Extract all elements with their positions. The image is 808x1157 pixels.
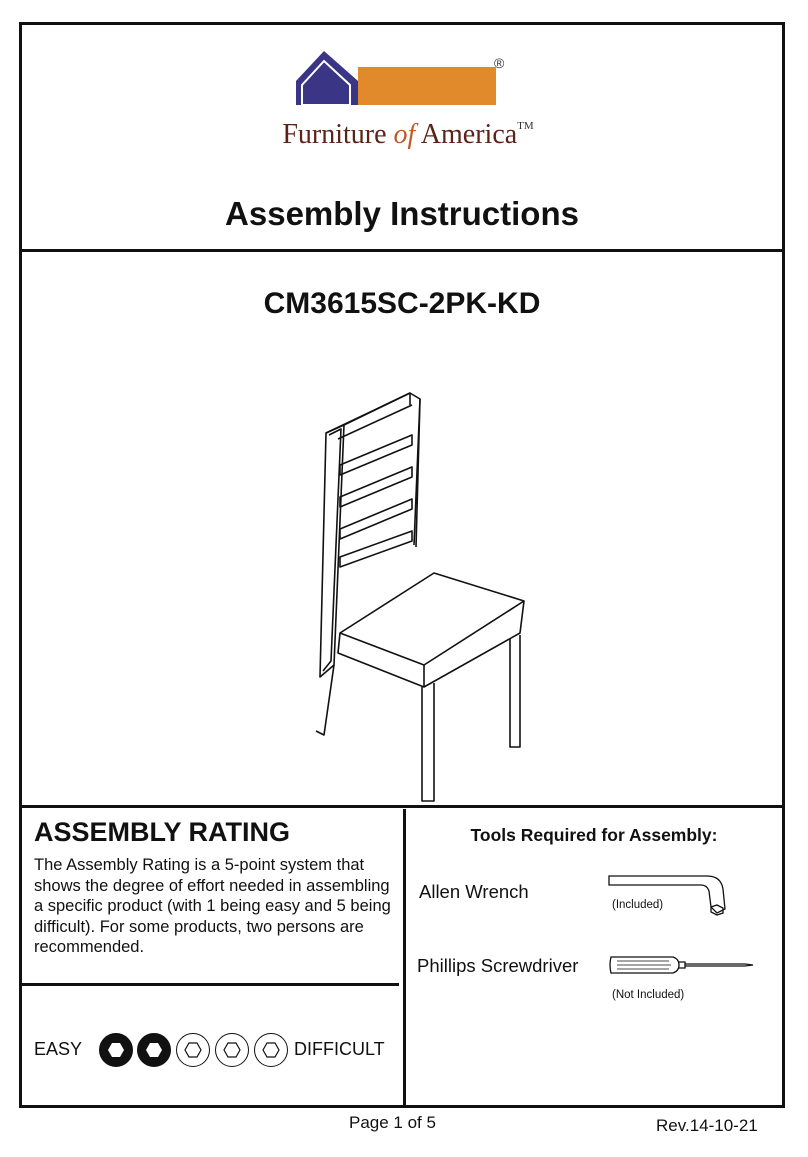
tool-note: (Not Included) <box>612 989 685 1001</box>
screwdriver-icon <box>607 949 757 981</box>
model-number: CM3615SC-2PK-KD <box>263 287 541 320</box>
tools-heading: Tools Required for Assembly: <box>470 825 718 845</box>
rating-dot-5-icon <box>254 1033 288 1067</box>
tool-label: Phillips Screwdriver <box>417 955 579 976</box>
chair-icon <box>284 365 544 805</box>
page-frame <box>19 22 785 1108</box>
divider <box>22 249 782 252</box>
column-divider <box>403 809 406 1105</box>
divider <box>22 983 399 986</box>
difficult-label: DIFFICULT <box>294 1039 385 1059</box>
brand-name: Furniture of America™ <box>282 119 534 150</box>
rating-dot-1-icon <box>99 1033 133 1067</box>
house-logo-icon <box>258 33 558 123</box>
page-number: Page 1 of 5 <box>349 1113 436 1132</box>
registered-mark: ® <box>494 55 505 71</box>
easy-label: EASY <box>34 1039 83 1059</box>
difficulty-scale <box>34 1025 394 1065</box>
brand-logo <box>258 33 558 153</box>
divider <box>22 805 782 808</box>
rating-dot-3-icon <box>176 1033 210 1067</box>
rating-dot-2-icon <box>137 1033 171 1067</box>
page-title: Assembly Instructions <box>225 195 579 232</box>
allen-wrench-icon <box>607 871 737 919</box>
revision-date: Rev.14-10-21 <box>656 1116 758 1135</box>
rating-description: The Assembly Rating is a 5-point system that shows the degree of effort needed in assembling a specific product (with 1 being easy and 5 being difficult). For some products, two persons are recommended. <box>34 856 391 956</box>
tool-note: (Included) <box>612 899 664 911</box>
rating-dot-4-icon <box>215 1033 249 1067</box>
tool-label: Allen Wrench <box>419 881 529 902</box>
rating-heading: ASSEMBLY RATING <box>34 817 291 847</box>
